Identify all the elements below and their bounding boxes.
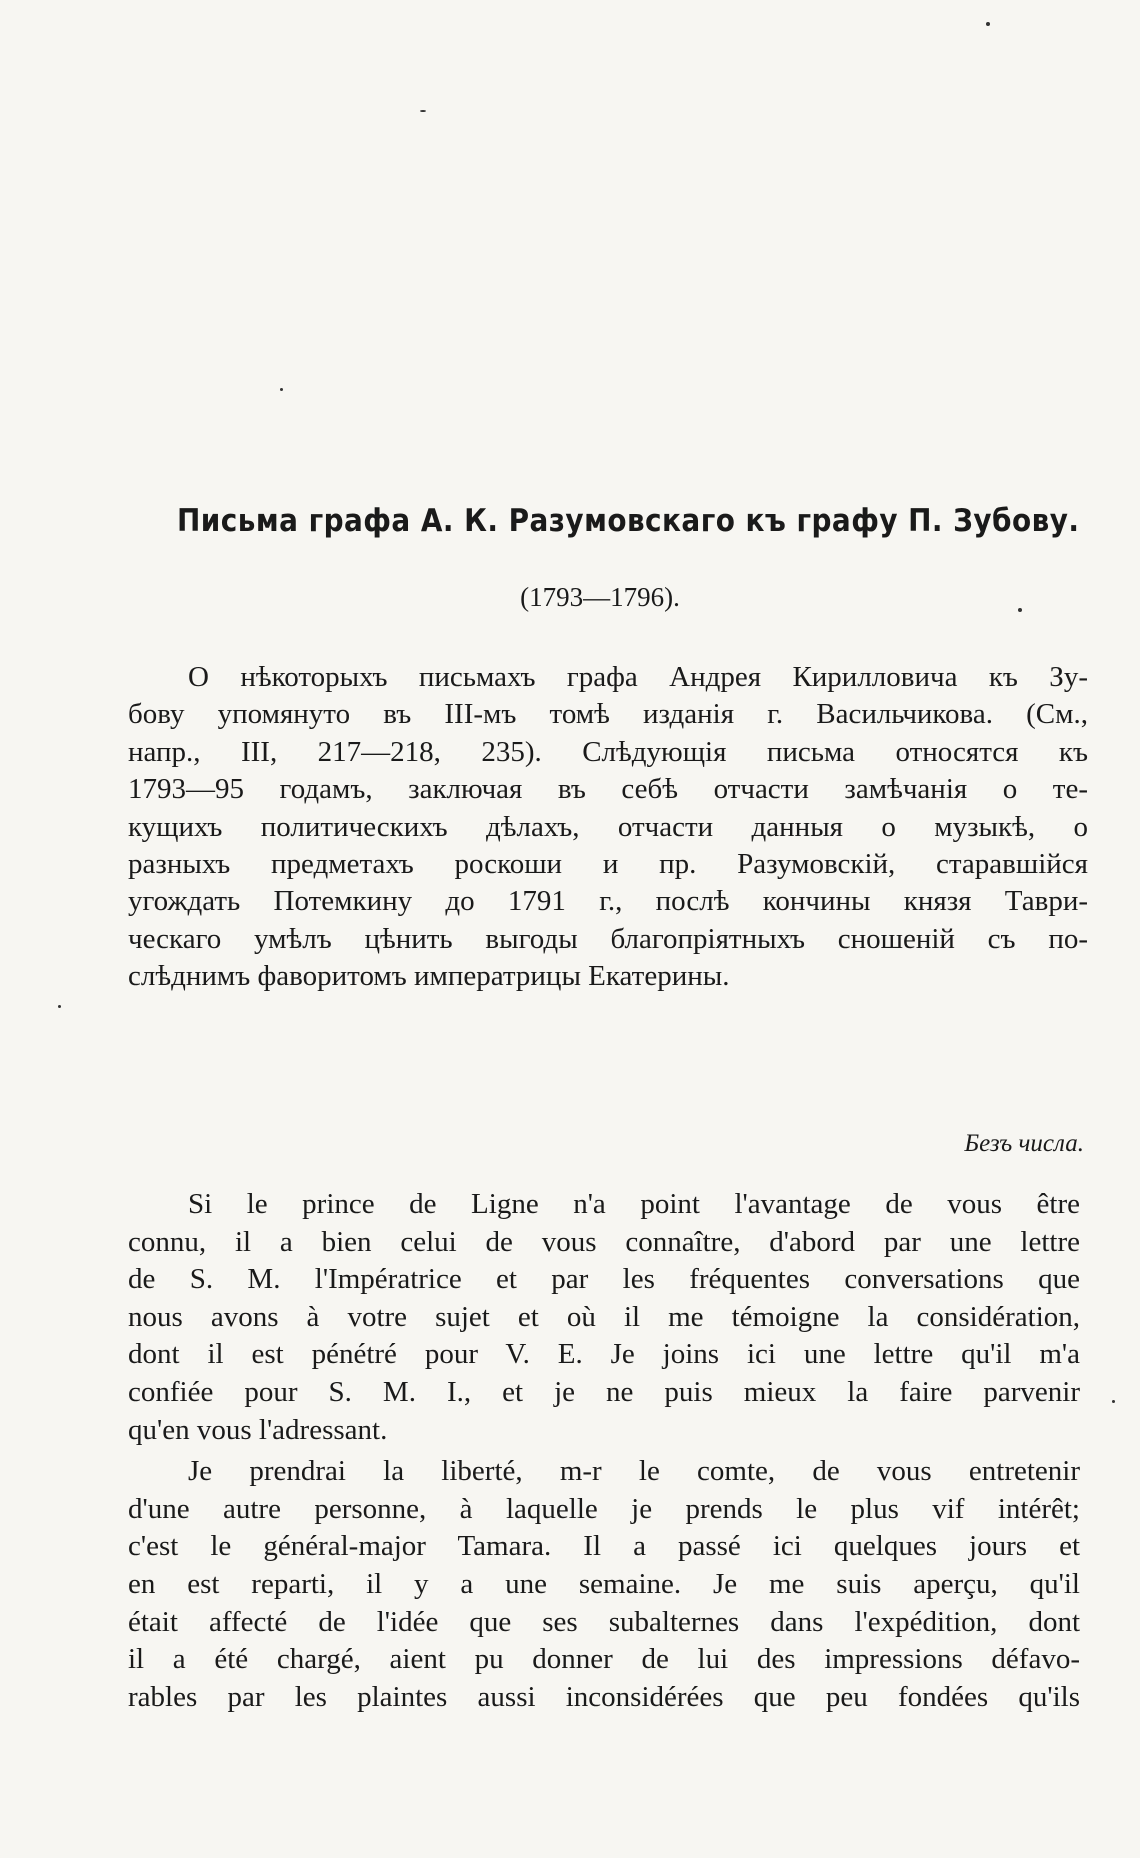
letter-line: dont il est pénétré pour V. E. Je joins ici une lettre qu'il m'a bbox=[128, 1338, 1080, 1371]
intro-line: бову упомянуто въ III-мъ томѣ изданія г. Васильчикова. (См., bbox=[128, 698, 1088, 731]
intro-line: слѣднимъ фаворитомъ императрицы Екатерины. bbox=[128, 960, 730, 993]
letter-line: était affecté de l'idée que ses subalternes dans l'expédition, dont bbox=[128, 1605, 1080, 1638]
page-subtitle: (1793—1796). bbox=[520, 582, 680, 612]
letter-dateline: Безъ числа. bbox=[964, 1130, 1084, 1157]
letter-line: connu, il a bien celui de vous connaître, d'abord par une lettre bbox=[128, 1225, 1080, 1258]
letter-line: nous avons à votre sujet et où il me témoigne la considération, bbox=[128, 1300, 1080, 1333]
intro-line: ческаго умѣлъ цѣнить выгоды благопріятныхъ сношеній съ по- bbox=[128, 922, 1088, 955]
intro-line: 1793—95 годамъ, заключая въ себѣ отчасти замѣчанія о те- bbox=[128, 773, 1088, 806]
letter-line: Si le prince de Ligne n'a point l'avantage de vous être bbox=[188, 1188, 1080, 1220]
letter-line: d'une autre personne, à laquelle je prends le plus vif intérêt; bbox=[128, 1492, 1080, 1525]
letter-line: confiée pour S. M. I., et je ne puis mieux la faire parvenir bbox=[128, 1375, 1080, 1408]
letter-line: rables par les plaintes aussi inconsidérées que peu fondées qu'ils bbox=[128, 1680, 1080, 1713]
letter-line: c'est le général-major Tamara. Il a passé ici quelques jours et bbox=[128, 1530, 1080, 1563]
intro-line: О нѣкоторыхъ письмахъ графа Андрея Кирилловича къ Зу- bbox=[188, 661, 1088, 693]
intro-line: разныхъ предметахъ роскоши и пр. Разумовскій, старавшійся bbox=[128, 848, 1088, 881]
intro-paragraph bbox=[128, 659, 1088, 996]
letter-paragraph-1 bbox=[128, 1186, 1080, 1449]
letter-line: Je prendrai la liberté, m-r le comte, de vous entretenir bbox=[188, 1455, 1080, 1488]
intro-line: кущихъ политическихъ дѣлахъ, отчасти данныя о музыкѣ, о bbox=[128, 810, 1088, 843]
letter-line: de S. M. l'Impératrice et par les fréquentes conversations que bbox=[128, 1263, 1080, 1296]
letter-body bbox=[128, 1186, 1080, 1716]
intro-line: напр., III, 217—218, 235). Слѣдующія письма относятся къ bbox=[128, 735, 1088, 768]
intro-line: угождать Потемкину до 1791 г., послѣ кончины князя Таври- bbox=[128, 885, 1088, 918]
letter-line: qu'en vous l'adressant. bbox=[128, 1413, 388, 1446]
page-title: Письма графа А. К. Разумовскаго къ графу П. Зубову. bbox=[177, 503, 1080, 539]
letter-line: en est reparti, il y a une semaine. Je me suis aperçu, qu'il bbox=[128, 1567, 1080, 1600]
letter-paragraph-2 bbox=[128, 1453, 1080, 1716]
letter-line: il a été chargé, aient pu donner de lui des impressions défavo- bbox=[128, 1643, 1080, 1676]
